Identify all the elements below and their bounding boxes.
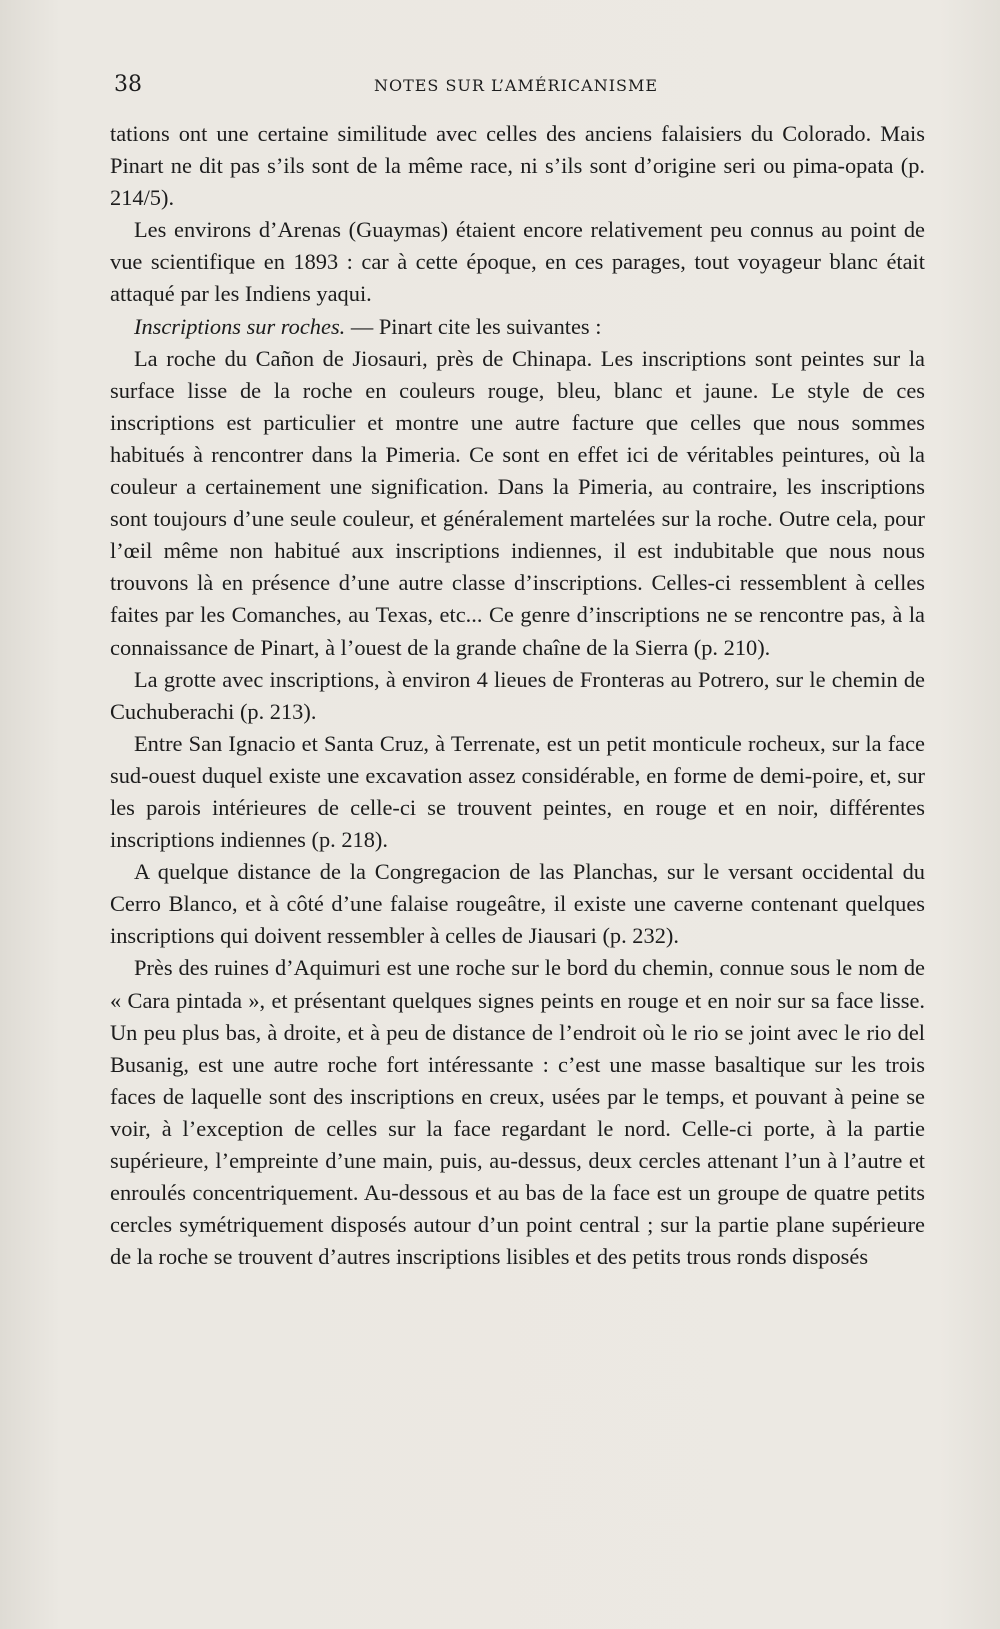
paragraph-1: tations ont une certaine similitude avec celles des anciens falaisiers du Colorado. Mais Pinart ne dit pas s’ils sont de la même race, ni s’ils sont d’origine seri ou pima-opata (p. 214/5). bbox=[110, 121, 925, 211]
paragraph-8: Près des ruines d’Aquimuri est une roche sur le bord du chemin, connue sous le nom de « Cara pintada », et présentant quelques signes peints en rouge et en noir sur sa face lisse. Un peu plus bas, à droite, et à peu de distance de l’endroit où le rio se joint avec le rio del Busanig, est une autre roche fort intéressante : c’est une masse basaltique sur les trois faces de laquelle sont des inscriptions en creux, usées par le temps, et pouvant à peine se voir, à l’exception de celles sur la face regardant le nord. Celle-ci porte, à la partie supérieure, l’empreinte d’une main, puis, au-dessus, deux cercles attenant l’un à l’autre et enroulés concentriquement. Au-dessous et au bas de la face est un groupe de quatre petits cercles symétriquement disposés autour d’un point central ; sur la partie plane supérieure de la roche se trouvent d’autres inscriptions lisibles et des petits trous ronds disposés bbox=[110, 955, 925, 1270]
body-text bbox=[110, 118, 925, 1273]
page-header bbox=[110, 72, 922, 102]
paragraph-7: A quelque distance de la Congregacion de las Planchas, sur le versant occidental du Cerro Blanco, et à côté d’une falaise rougeâtre, il existe une caverne contenant quelques inscriptions qui doivent ressembler à celles de Jiausari (p. 232). bbox=[110, 859, 925, 949]
page-number: 38 bbox=[114, 72, 142, 97]
running-title: NOTES SUR L’AMÉRICANISME bbox=[373, 76, 659, 95]
section-heading-rest: — Pinart cite les suivantes : bbox=[345, 313, 602, 339]
paragraph-6: Entre San Ignacio et Santa Cruz, à Terrenate, est un petit monticule rocheux, sur la face sud-ouest duquel existe une excavation assez considérable, en forme de demi-poire, et, sur les parois intérieures de celle-ci se trouvent peintes, en rouge et en noir, différentes inscriptions indiennes (p. 218). bbox=[110, 730, 925, 853]
section-heading: Inscriptions sur roches. bbox=[134, 313, 346, 339]
paragraph-2: Les environs d’Arenas (Guaymas) étaient encore relativement peu connus au point de vue scientifique en 1893 : car à cette époque, en ces parages, tout voyageur blanc était attaqué par les Indiens yaqui. bbox=[110, 217, 925, 307]
paragraph-3 bbox=[110, 311, 925, 343]
paragraph-5: La grotte avec inscriptions, à environ 4 lieues de Fronteras au Potrero, sur le chemin de Cuchuberachi (p. 213). bbox=[110, 666, 925, 724]
paragraph-4: La roche du Cañon de Jiosauri, près de Chinapa. Les inscriptions sont peintes sur la surface lisse de la roche en couleurs rouge, bleu, blanc et jaune. Le style de ces inscriptions est particulier et montre une autre facture que celles que nous sommes habitués à rencontrer dans la Pimeria. Ce sont en effet ici de véritables peintures, où la couleur a certainement une signification. Dans la Pimeria, au contraire, les inscriptions sont toujours d’une seule couleur, et généralement martelées sur la roche. Outre cela, pour l’œil même non habitué aux inscriptions indiennes, il est indubitable que nous nous trouvons là en présence d’une autre classe d’inscriptions. Celles-ci ressemblent à celles faites par les Comanches, au Texas, etc... Ce genre d’inscriptions ne se rencontre pas, à la connaissance de Pinart, à l’ouest de la grande chaîne de la Sierra (p. 210). bbox=[110, 345, 925, 660]
